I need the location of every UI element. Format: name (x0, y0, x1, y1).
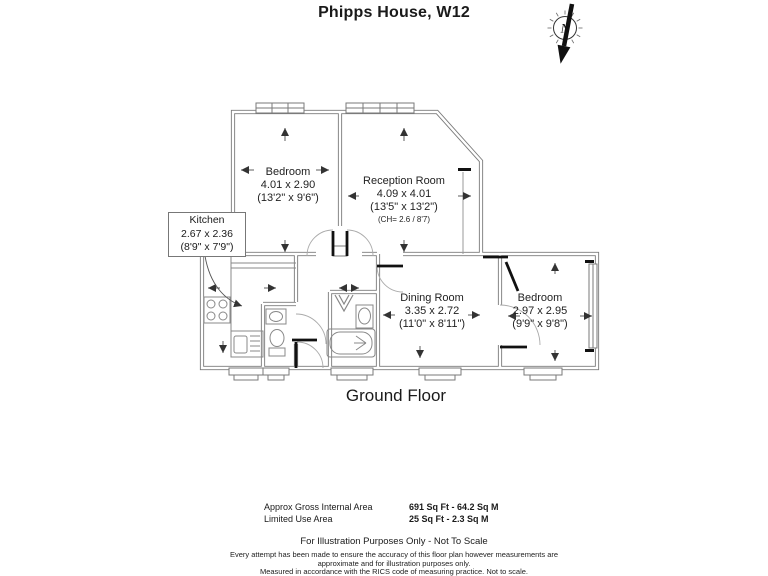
room-dims-metric: 2.97 x 2.95 (512, 305, 568, 317)
room-name: Reception Room (363, 175, 445, 187)
shower-icon (335, 295, 353, 311)
disclaimer-headline: For Illustration Purposes Only - Not To Scale (300, 536, 488, 547)
bedroom2-window (524, 368, 562, 380)
room-name: Dining Room (400, 292, 464, 304)
room-dims-metric: 4.09 x 4.01 (376, 188, 432, 200)
hall-wall-stub (333, 246, 347, 256)
room-name: Bedroom (265, 166, 311, 178)
disclaimer-text-1: Every attempt has been made to ensure the accuracy of this floor plan however measurements are (229, 550, 559, 559)
north-arrow-head-icon (558, 45, 571, 64)
dining-window (419, 368, 461, 380)
room-label-kitchen (168, 212, 246, 257)
gross-area-label: Approx Gross Internal Area (264, 502, 373, 512)
disclaimer-text-2: approximate and for illustration purposes only. (317, 559, 471, 568)
room-name: Kitchen (189, 214, 225, 226)
limited-area-value: 25 Sq Ft - 2.3 Sq M (409, 514, 489, 524)
room-dims-imperial: (13'2" x 9'6") (257, 192, 319, 204)
reception-door-tick (458, 168, 471, 171)
wc-toilet-icon (269, 330, 285, 357)
room-ceiling-height: (CH= 2.6 / 8'7) (378, 215, 430, 224)
room-dims-metric: 2.67 x 2.36 (181, 227, 233, 240)
room-dims-imperial: (8'9" x 7'9") (180, 241, 234, 253)
north-label: N (560, 20, 570, 36)
reception-bay-window (346, 103, 414, 113)
kitchen-sink-icon (231, 331, 263, 357)
north-compass (548, 4, 583, 64)
room-label-bedroom2 (512, 292, 567, 331)
limited-area-label: Limited Use Area (264, 514, 333, 524)
page-title: Phipps House, W12 (318, 4, 470, 21)
room-dims-imperial: (9'9" x 9'8") (512, 318, 568, 330)
room-dims-metric: 4.01 x 2.90 (260, 179, 316, 191)
hob-icon (204, 297, 230, 323)
gross-area-value: 691 Sq Ft - 64.2 Sq M (409, 502, 499, 512)
floor-name: Ground Floor (345, 386, 447, 405)
bathroom-window (331, 368, 373, 380)
bath-basin-icon (356, 305, 373, 328)
kitchen-window (229, 368, 263, 380)
room-label-dining (399, 292, 465, 331)
bedroom2-open-door (506, 262, 518, 291)
room-dims-imperial: (13'5" x 13'2") (370, 201, 438, 213)
wc-basin-icon (266, 309, 286, 324)
bathtub-icon (327, 329, 375, 357)
room-label-bedroom1 (257, 166, 319, 205)
disclaimer-text-3: Measured in accordance with the RICS code of measuring practice. Not to scale. (259, 567, 529, 576)
bedroom2-side-window (585, 260, 597, 352)
wc-window (263, 368, 289, 380)
room-dims-metric: 3.35 x 2.72 (404, 305, 460, 317)
room-dims-imperial: (11'0" x 8'11") (398, 318, 466, 330)
room-name: Bedroom (517, 292, 563, 304)
room-label-reception (363, 175, 445, 225)
bedroom1-bay-window (256, 103, 304, 113)
